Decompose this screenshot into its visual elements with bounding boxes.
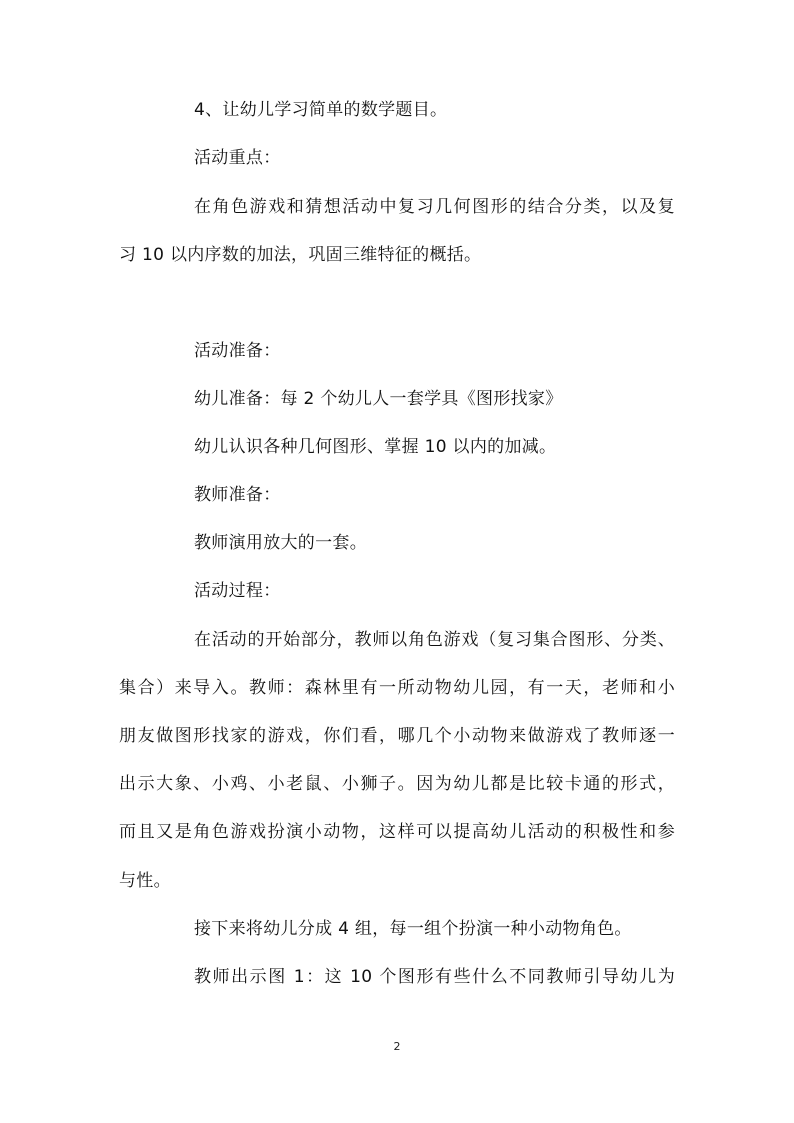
text-line-process-4: 出示大象、小鸡、小老鼠、小狮子。因为幼儿都是比较卡通的形式， — [119, 774, 675, 794]
heading-key-points: 活动重点： — [194, 148, 281, 168]
text-line-process-6: 与性。 — [119, 871, 171, 891]
text-line-child-prep: 幼儿准备：每 2 个幼儿人一套学具《图形找家》 — [194, 389, 563, 409]
heading-preparation: 活动准备： — [194, 341, 281, 361]
text-line-key-points-2: 习 10 以内序数的加法，巩固三维特征的概括。 — [119, 245, 482, 265]
text-line-process-1: 在活动的开始部分，教师以角色游戏（复习集合图形、分类、 — [194, 630, 675, 650]
text-line-child-knowledge: 幼儿认识各种几何图形、掌握 10 以内的加减。 — [194, 437, 557, 457]
text-line-teacher-prep: 教师演用放大的一套。 — [194, 533, 367, 553]
heading-process: 活动过程： — [194, 581, 281, 601]
text-line-key-points-1: 在角色游戏和猜想活动中复习几何图形的结合分类，以及复 — [194, 197, 675, 217]
page-number: 2 — [393, 1040, 401, 1053]
text-line-goal-4: 4、让幼儿学习简单的数学题目。 — [194, 100, 448, 120]
text-line-figure-1: 教师出示图 1：这 10 个图形有些什么不同教师引导幼儿为 — [194, 967, 675, 987]
heading-teacher-prep: 教师准备： — [194, 485, 281, 505]
text-line-process-2: 集合）来导入。教师：森林里有一所动物幼儿园，有一天，老师和小 — [119, 678, 675, 698]
text-line-grouping: 接下来将幼儿分成 4 组，每一组个扮演一种小动物角色。 — [194, 919, 632, 939]
text-line-process-5: 而且又是角色游戏扮演小动物，这样可以提高幼儿活动的积极性和参 — [119, 822, 675, 842]
text-line-process-3: 朋友做图形找家的游戏，你们看，哪几个小动物来做游戏了教师逐一 — [119, 726, 675, 746]
